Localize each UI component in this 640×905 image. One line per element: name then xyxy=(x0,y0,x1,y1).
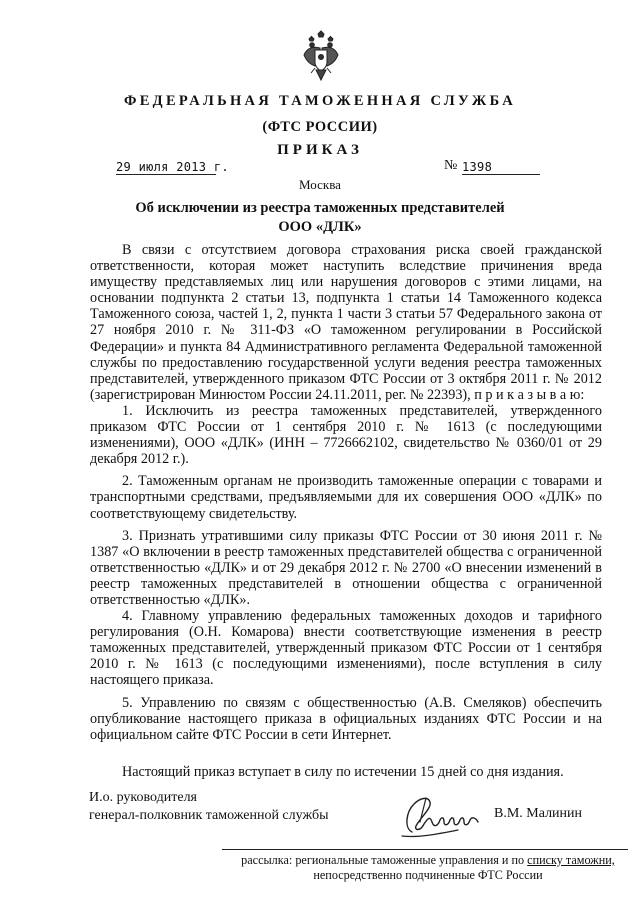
signer-title-line-2: генерал-полковник таможенной службы xyxy=(89,807,329,823)
coat-of-arms-icon xyxy=(303,30,339,82)
handwritten-signature-icon xyxy=(398,792,490,840)
distribution-line-1 xyxy=(226,853,630,868)
distribution-line-2: непосредственно подчиненные ФТС России xyxy=(313,868,543,882)
city: Москва xyxy=(299,177,341,192)
preamble xyxy=(90,242,602,403)
order-item-1: 1. Исключить из реестра таможенных представителей, утвержденного приказом ФТС России от 1 сентября 2010 г. № 1613 (с последующими изменениями), ООО «ДЛК» (ИНН – 7726662102, свидетельство № 0360/01 от 29 декабря 2012 г.). xyxy=(90,402,602,468)
distribution-prefix: рассылка: региональные таможенные управления и по xyxy=(241,853,525,867)
signer-title xyxy=(89,789,328,824)
document-type: ПРИКАЗ xyxy=(277,142,363,158)
agency-name: ФЕДЕРАЛЬНАЯ ТАМОЖЕННАЯ СЛУЖБА xyxy=(123,93,517,109)
distribution-list xyxy=(226,853,630,883)
number-label: № xyxy=(444,158,458,173)
order-word: п р и к а з ы в а ю: xyxy=(474,386,585,403)
signer-name: В.М. Малинин xyxy=(494,806,583,821)
distribution-divider xyxy=(222,849,628,850)
subject-line-2: ООО «ДЛК» xyxy=(278,219,362,235)
document-date: 29 июля 2013 г. xyxy=(116,160,229,174)
effective-date-clause: Настоящий приказ вступает в силу по истечении 15 дней со дня издания. xyxy=(122,764,564,780)
distribution-link: списку таможни, xyxy=(527,853,615,867)
order-item-4: 4. Главному управлению федеральных таможенных доходов и тарифного регулирования (О.Н. Комарова) внести соответствующие изменения в реестр таможенных представителей, утвержденный приказом ФТС России от 1 сентября 2010 г. № 1613 (с последующими изменениями), после вступления в силу настоящего приказа. xyxy=(90,608,602,689)
document-number: 1398 xyxy=(462,160,540,175)
order-item-5: 5. Управлению по связям с общественностью (А.В. Смеляков) обеспечить опубликование настоящего приказа в официальных изданиях ФТС России и на официальном сайте ФТС России в сети Интернет. xyxy=(90,694,602,743)
subject-line-1: Об исключении из реестра таможенных представителей xyxy=(135,200,505,216)
order-item-3: 3. Признать утратившими силу приказы ФТС России от 30 июня 2011 г. № 1387 «О включении в реестр таможенных представителей общества с ограниченной ответственностью «ДЛК» и от 29 декабря 2012 г. № 2700 «О внесении изменений в реестр таможенных представителей в отношении общества с ограниченной ответственностью «ДЛК». xyxy=(90,527,602,608)
order-item-2: 2. Таможенным органам не производить таможенные операции с товарами и транспортными средствами, предъявляемыми для их совершения ООО «ДЛК» по соответствующему свидетельству. xyxy=(90,473,602,522)
preamble-text: В связи с отсутствием договора страхования риска своей гражданской ответственности, которая может наступить вследствие причинения вреда имуществу представляемых лиц или нарушения договоров с этими лицами, на основании подпункта 2 статьи 13, подпункта 1 статьи 14 Таможенного кодекса Таможенного союза, частей 1, 2, пункта 1 части 3 статьи 57 Федерального закона от 27 ноября 2010 г. № 311-ФЗ «О таможенном регулировании в Российской Федерации» и пункта 84 Административного регламента Федеральной таможенной службы по предоставлению государственной услуги ведения реестра таможенных представителей, утвержденного приказом ФТС России от 3 октября 2011 г. № 2012 (зарегистрирован Минюстом России 24.11.2011, рег. № 22393), xyxy=(90,242,602,403)
order-body xyxy=(90,242,602,743)
agency-abbreviation: (ФТС РОССИИ) xyxy=(262,119,378,135)
subject xyxy=(0,199,640,237)
signer-title-line-1: И.о. руководителя xyxy=(89,790,198,805)
